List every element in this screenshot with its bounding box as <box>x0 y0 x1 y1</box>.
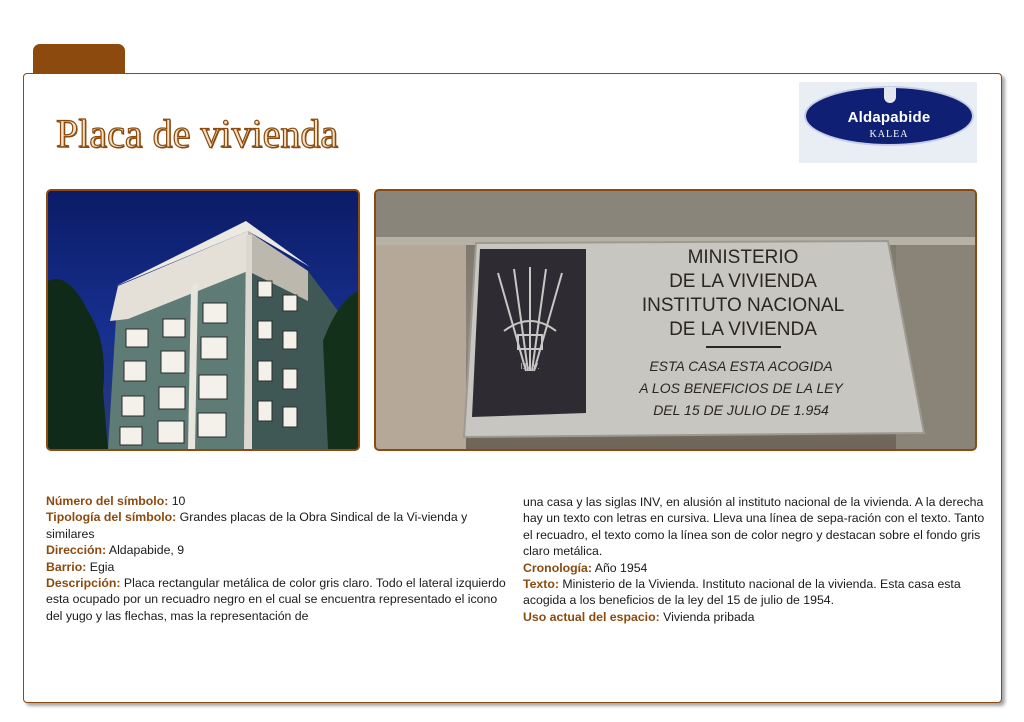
plaque-line-2: DE LA VIVIENDA <box>669 271 817 292</box>
details-left-column <box>46 493 514 624</box>
direccion-row <box>46 542 514 558</box>
details-right-column <box>523 494 991 625</box>
barrio-label: Barrio: <box>46 559 87 574</box>
numero-value: 10 <box>168 494 186 508</box>
street-sign-name: Aldapabide <box>847 109 931 126</box>
texto-value: Ministerio de la Vivienda. Instituto nacional de la vivienda. Esta casa esta acogida a los beneficios de la ley del 15 de julio de 1954. <box>523 577 961 608</box>
direccion-label: Dirección: <box>46 543 107 558</box>
plaque-line-7: DEL 15 DE JULIO DE 1.954 <box>653 402 829 418</box>
numero-row <box>46 493 514 509</box>
plaque-line-1: MINISTERIO <box>687 247 799 268</box>
cronologia-label: Cronología: <box>523 560 592 575</box>
barrio-value: Egia <box>86 559 115 574</box>
direccion-value: Aldapabide, 9 <box>106 543 185 558</box>
tipologia-value: Grandes placas de la Obra Sindical de la Vi-vienda y similares <box>46 510 468 541</box>
cronologia-row <box>523 560 991 576</box>
descripcion-continued: una casa y las siglas INV, en alusión al instituto nacional de la vivienda. A la derecha hay un texto con letras en cursiva. Lleva una línea de sepa-ración con el texto. Tanto el recuadro, el texto como la línea son de color negro y destacan sobre el fondo gris claro metálica. <box>523 495 985 559</box>
coat-of-arms-icon <box>884 87 896 103</box>
uso-value: Vivienda pribada <box>659 609 755 624</box>
texto-row <box>523 576 991 609</box>
descripcion-label: Descripción: <box>46 576 121 591</box>
texto-label: Texto: <box>523 577 559 592</box>
plaque-line-3: INSTITUTO NACIONAL <box>641 295 845 316</box>
plaque-photo <box>374 189 977 451</box>
uso-label: Uso actual del espacio: <box>523 609 660 624</box>
numero-label: Número del símbolo: <box>46 494 169 508</box>
building-photo <box>46 189 360 451</box>
plaque-line-4: DE LA VIVIENDA <box>669 319 817 340</box>
uso-row <box>523 609 991 625</box>
page-title: Placa de vivienda <box>56 111 339 156</box>
cronologia-value: Año 1954 <box>592 560 648 575</box>
descripcion-row <box>46 575 514 624</box>
descripcion-value: Placa rectangular metálica de color gris claro. Todo el lateral izquierdo esta ocupado por un recuadro negro en el cual se encuentra representado el icono del yugo y las flechas, mas la representación de <box>46 576 506 623</box>
plaque-emblem-letters: I.N.V. <box>520 362 540 371</box>
street-sign <box>804 86 974 146</box>
street-sign-sub: KALEA <box>869 129 909 140</box>
plaque-line-6: A LOS BENEFICIOS DE LA LEY <box>639 380 843 396</box>
tipologia-label: Tipología del símbolo: <box>46 510 177 525</box>
barrio-row <box>46 559 514 575</box>
plaque-line-5: ESTA CASA ESTA ACOGIDA <box>649 358 833 374</box>
tipologia-row <box>46 509 514 542</box>
